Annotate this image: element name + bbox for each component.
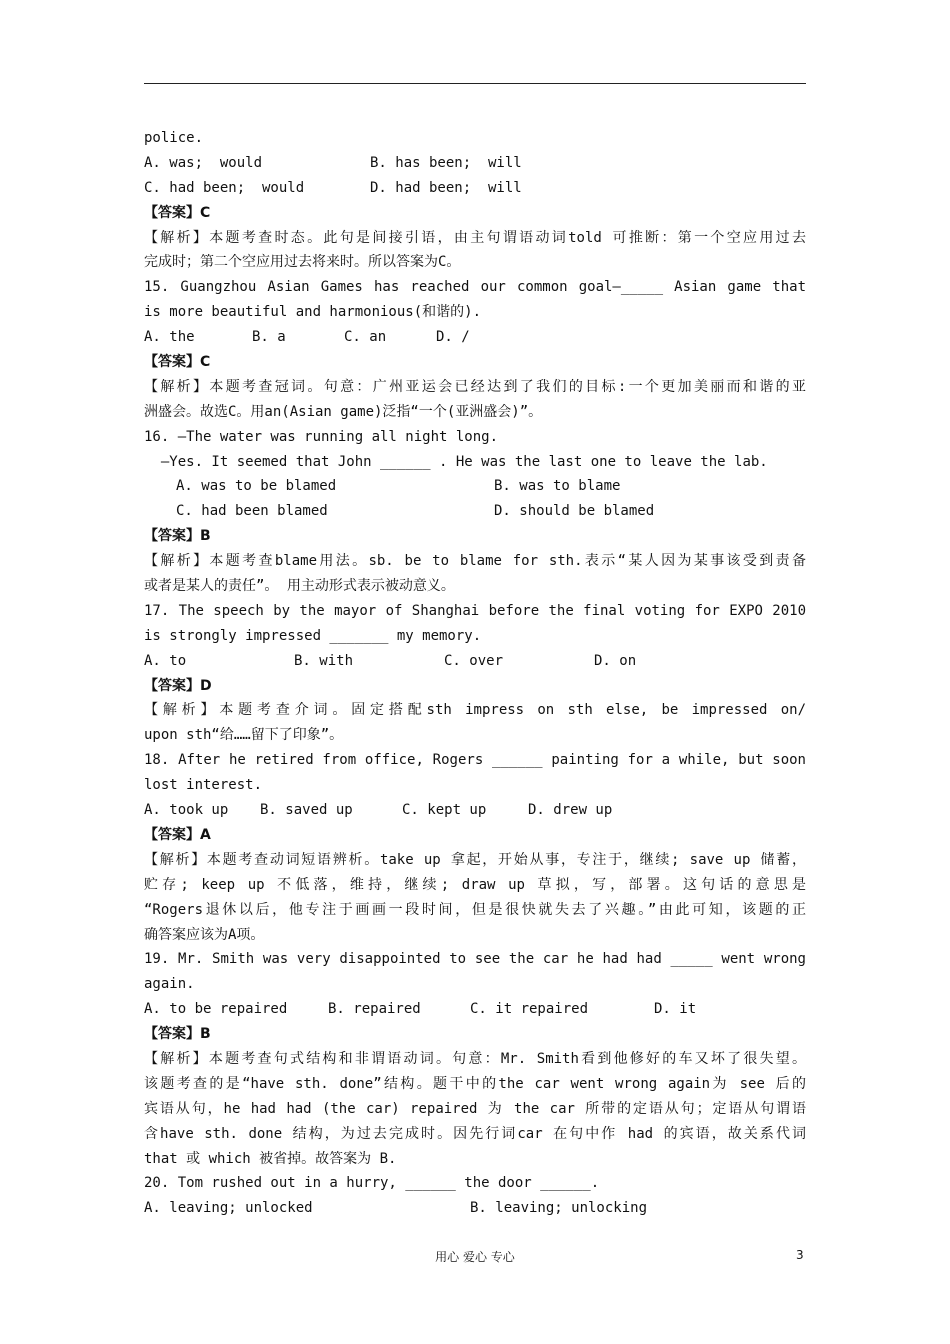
question-20: 20. Tom rushed out in a hurry, ______ the door ______. [144, 1175, 600, 1192]
answer-line: 【答案】D [144, 677, 212, 694]
explanation-line: upon sth“给……留下了印象”。 [144, 727, 344, 744]
option: A. to be repaired [144, 1001, 288, 1018]
explanation-line: 【解析】本题考查时态。此句是间接引语，由主句谓语动词told 可推断：第一个空应用过去 [144, 229, 806, 246]
option: B. repaired [328, 1001, 421, 1018]
answer-line: 【答案】C [144, 354, 211, 371]
question-16: 16. —The water was running all night long. [144, 428, 499, 445]
question-17: 17. The speech by the mayor of Shanghai before the final voting for EXPO 2010 [144, 602, 806, 619]
option: A. leaving; unlocked [144, 1200, 313, 1217]
text-line: police. [144, 130, 204, 146]
footer-slogan: 用心 爱心 专心 [435, 1250, 515, 1264]
option: D. drew up [528, 802, 613, 819]
document-body [144, 126, 806, 1221]
options-row [144, 798, 806, 823]
explanation-line: “Rogers退休以后，他专注于画画一段时间，但是很快就失去了兴趣。”由此可知，该题的正 [144, 901, 806, 918]
answer-line: 【答案】B [144, 528, 211, 545]
option: B. a [252, 329, 286, 346]
page-number: 3 [796, 1248, 804, 1262]
option: A. was to be blamed [176, 478, 337, 495]
option: B. has been; will [370, 154, 522, 171]
explanation-line: 贮存; keep up 不低落，维持，继续; draw up 草拟，写，部署。这句话的意思是 [144, 876, 806, 893]
explanation-line: 【解析】本题考查blame用法。sb. be to blame for sth.表示“某人因为某事该受到责备 [144, 553, 806, 570]
option: D. on [594, 652, 637, 669]
explanation-line: 【解析】本题考查冠词。句意：广州亚运会已经达到了我们的目标:一个更加美丽而和谐的亚 [144, 378, 806, 395]
option: D. should be blamed [494, 503, 655, 520]
answer-line: 【答案】B [144, 1026, 211, 1043]
option: D. / [436, 329, 470, 346]
answer-line: 【答案】A [144, 826, 211, 843]
explanation-line: 该题考查的是“have sth. done”结构。题干中的the car went wrong again为 see 后的 [144, 1075, 806, 1092]
text-line: is strongly impressed _______ my memory. [144, 627, 482, 644]
question-18: 18. After he retired from office, Rogers ______ painting for a while, but soon [144, 752, 806, 769]
option: D. had been; will [370, 179, 522, 196]
option: A. was; would [144, 154, 263, 171]
explanation-line: 洲盛会。故选C。用an(Asian game)泛指“一个(亚洲盛会)”。 [144, 403, 543, 420]
explanation-line: 【解析】本题考查动词短语辨析。take up 拿起，开始从事，专注于，继续; save up 储蓄， [144, 851, 806, 868]
explanation-line: 【解析】本题考查介词。固定搭配sth impress on sth else, be impressed on/ [144, 702, 806, 719]
text-line: lost interest. [144, 777, 263, 794]
text-line: is more beautiful and harmonious(和谐的). [144, 304, 482, 321]
option: C. had been blamed [176, 503, 328, 520]
explanation-line: that 或 which 被省掉。故答案为 B. [144, 1150, 397, 1167]
explanation-line: 或者是某人的责任”。 用主动形式表示被动意义。 [144, 578, 455, 595]
explanation-line: 含have sth. done 结构，为过去完成时。因先行词car 在句中作 had 的宾语，故关系代词 [144, 1125, 806, 1142]
question-15: 15. Guangzhou Asian Games has reached our common goal—_____ Asian game that [144, 279, 806, 296]
header-rule [144, 83, 806, 84]
option: B. leaving; unlocking [470, 1200, 648, 1217]
question-19: 19. Mr. Smith was very disappointed to see the car he had had _____ went wrong [144, 951, 806, 968]
option: C. an [344, 329, 387, 346]
option: A. to [144, 652, 187, 669]
option: D. it [654, 1001, 697, 1018]
explanation-line: 宾语从句，he had had (the car) repaired 为 the car 所带的定语从句；定语从句谓语 [144, 1100, 806, 1117]
answer-line: 【答案】C [144, 204, 211, 221]
options-row [144, 151, 806, 176]
option: C. kept up [402, 802, 487, 819]
options-row [144, 176, 806, 201]
options-row [144, 325, 806, 350]
options-row [144, 997, 806, 1022]
options-row [144, 474, 806, 499]
option: B. with [294, 652, 354, 669]
option: A. took up [144, 802, 229, 819]
option: C. had been; would [144, 179, 305, 196]
options-row [144, 649, 806, 674]
option: B. saved up [260, 802, 353, 819]
text-line: —Yes. It seemed that John ______ . He was the last one to leave the lab. [144, 453, 768, 470]
explanation-line: 完成时；第二个空应用过去将来时。所以答案为C。 [144, 254, 461, 271]
explanation-line: 确答案应该为A项。 [144, 926, 265, 943]
options-row [144, 1196, 806, 1221]
text-line: again. [144, 976, 195, 993]
option: A. the [144, 329, 195, 346]
options-row [144, 499, 806, 524]
option: C. over [444, 652, 504, 669]
option: C. it repaired [470, 1001, 589, 1018]
option: B. was to blame [494, 478, 621, 495]
explanation-line: 【解析】本题考查句式结构和非谓语动词。句意：Mr. Smith看到他修好的车又坏了很失望。 [144, 1050, 806, 1067]
